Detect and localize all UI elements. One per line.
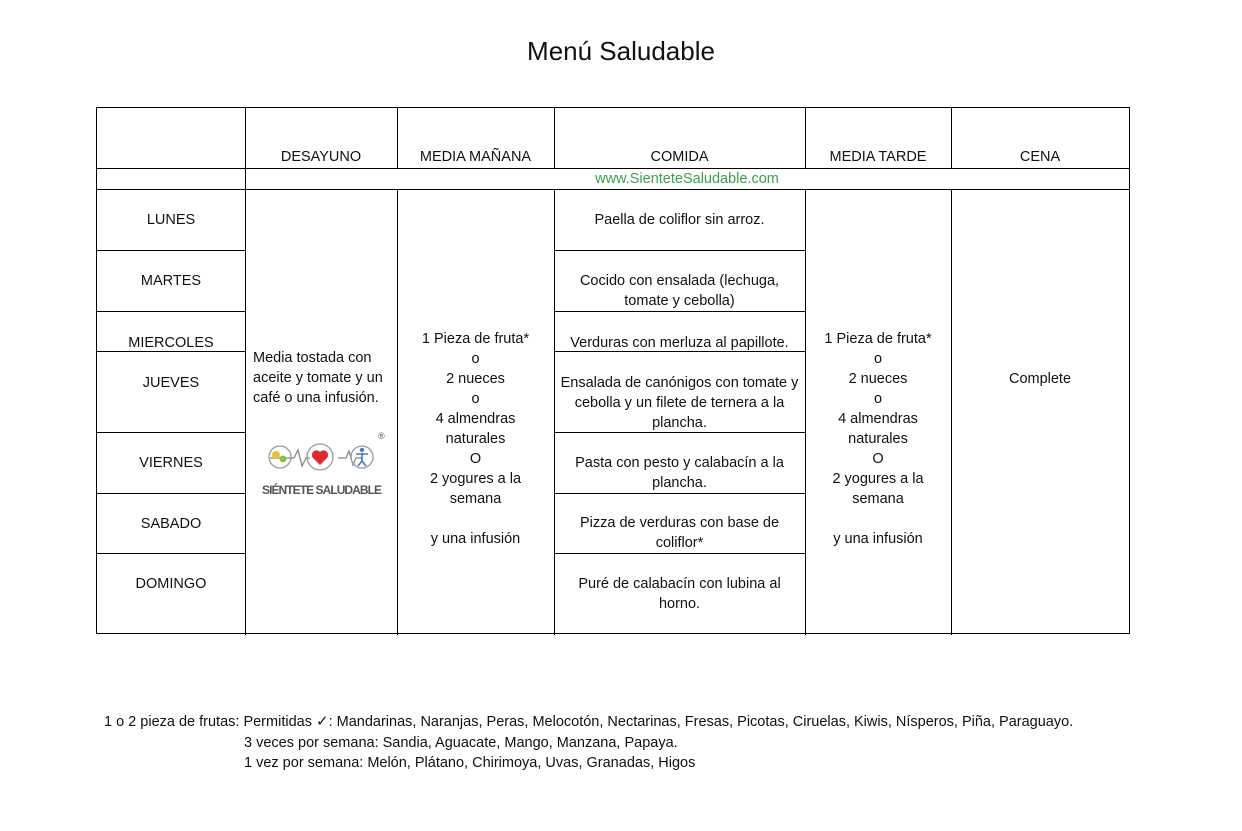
- grid-line: [554, 553, 805, 554]
- grid-line: [97, 553, 245, 554]
- grid-line: [554, 311, 805, 312]
- footer-three-times: 3 veces por semana: Sandia, Aguacate, Mango, Manzana, Papaya.: [244, 734, 678, 751]
- footer-permitted: : Mandarinas, Naranjas, Peras, Melocotón, Nectarinas, Fresas, Picotas, Ciruelas, Kiwis, Nísperos, Piña, Paraguayo.: [328, 714, 1074, 730]
- comida-item: Cocido con ensalada (lechuga, tomate y cebolla): [579, 273, 780, 309]
- registered-mark: ®: [378, 431, 385, 441]
- desayuno-text: Media tostada con aceite y tomate y un café o una infusión.: [253, 350, 383, 406]
- grid-line: [554, 189, 555, 635]
- day-label: VIERNES: [139, 455, 203, 471]
- siente-saludable-logo: [258, 430, 386, 502]
- header-cena: CENA: [1019, 149, 1061, 165]
- header-media-manana: MEDIA MAÑANA: [419, 149, 532, 165]
- header-media-tarde: MEDIA TARDE: [829, 149, 927, 165]
- day-label: MARTES: [140, 273, 202, 289]
- grid-line: [97, 189, 1129, 190]
- grid-line: [951, 189, 952, 635]
- menu-table: [96, 107, 1130, 634]
- footer-once: 1 vez por semana: Melón, Plátano, Chirimoya, Uvas, Granadas, Higos: [244, 755, 696, 771]
- header-desayuno: DESAYUNO: [280, 149, 362, 165]
- day-label: LUNES: [146, 212, 196, 228]
- header-comida: COMIDA: [650, 149, 709, 165]
- page-title: Menú Saludable: [527, 36, 715, 66]
- day-label: JUEVES: [142, 375, 200, 391]
- grid-line: [97, 311, 245, 312]
- footer-label: 1 o 2 pieza de frutas: Permitidas: [104, 714, 312, 730]
- cena-text: Complete: [1008, 371, 1072, 387]
- media-tarde-text: 1 Pieza de fruta* o 2 nueces o 4 almendras naturales O 2 yogures a la semana y una infusión: [824, 331, 932, 547]
- comida-item: Pizza de verduras con base de coliflor*: [579, 515, 780, 551]
- day-label: DOMINGO: [135, 576, 207, 592]
- day-label: SABADO: [140, 515, 202, 532]
- comida-item: Puré de calabacín con lubina al horno.: [578, 576, 781, 612]
- comida-item: Verduras con merluza al papillote.: [570, 335, 789, 351]
- footer-line-permitted: [104, 712, 1073, 733]
- checkmark-icon: ✓: [315, 713, 329, 730]
- grid-line: [554, 493, 805, 494]
- comida-item: Pasta con pesto y calabacín a la plancha.: [575, 455, 784, 491]
- comida-item: Ensalada de canónigos con tomate y cebolla y un filete de ternera a la plancha.: [560, 375, 799, 431]
- logo-brand-text: SIÉNTETE SALUDABLE: [262, 483, 382, 497]
- day-label: MIERCOLES: [128, 335, 214, 351]
- grid-line: [554, 250, 805, 251]
- media-manana-text: 1 Pieza de fruta* o 2 nueces o 4 almendras naturales O 2 yogures a la semana y una infusión: [421, 331, 530, 547]
- comida-item: Paella de coliflor sin arroz.: [594, 212, 765, 228]
- website-link[interactable]: www.SienteteSaludable.com: [595, 170, 779, 187]
- footer-notes: [104, 712, 1073, 774]
